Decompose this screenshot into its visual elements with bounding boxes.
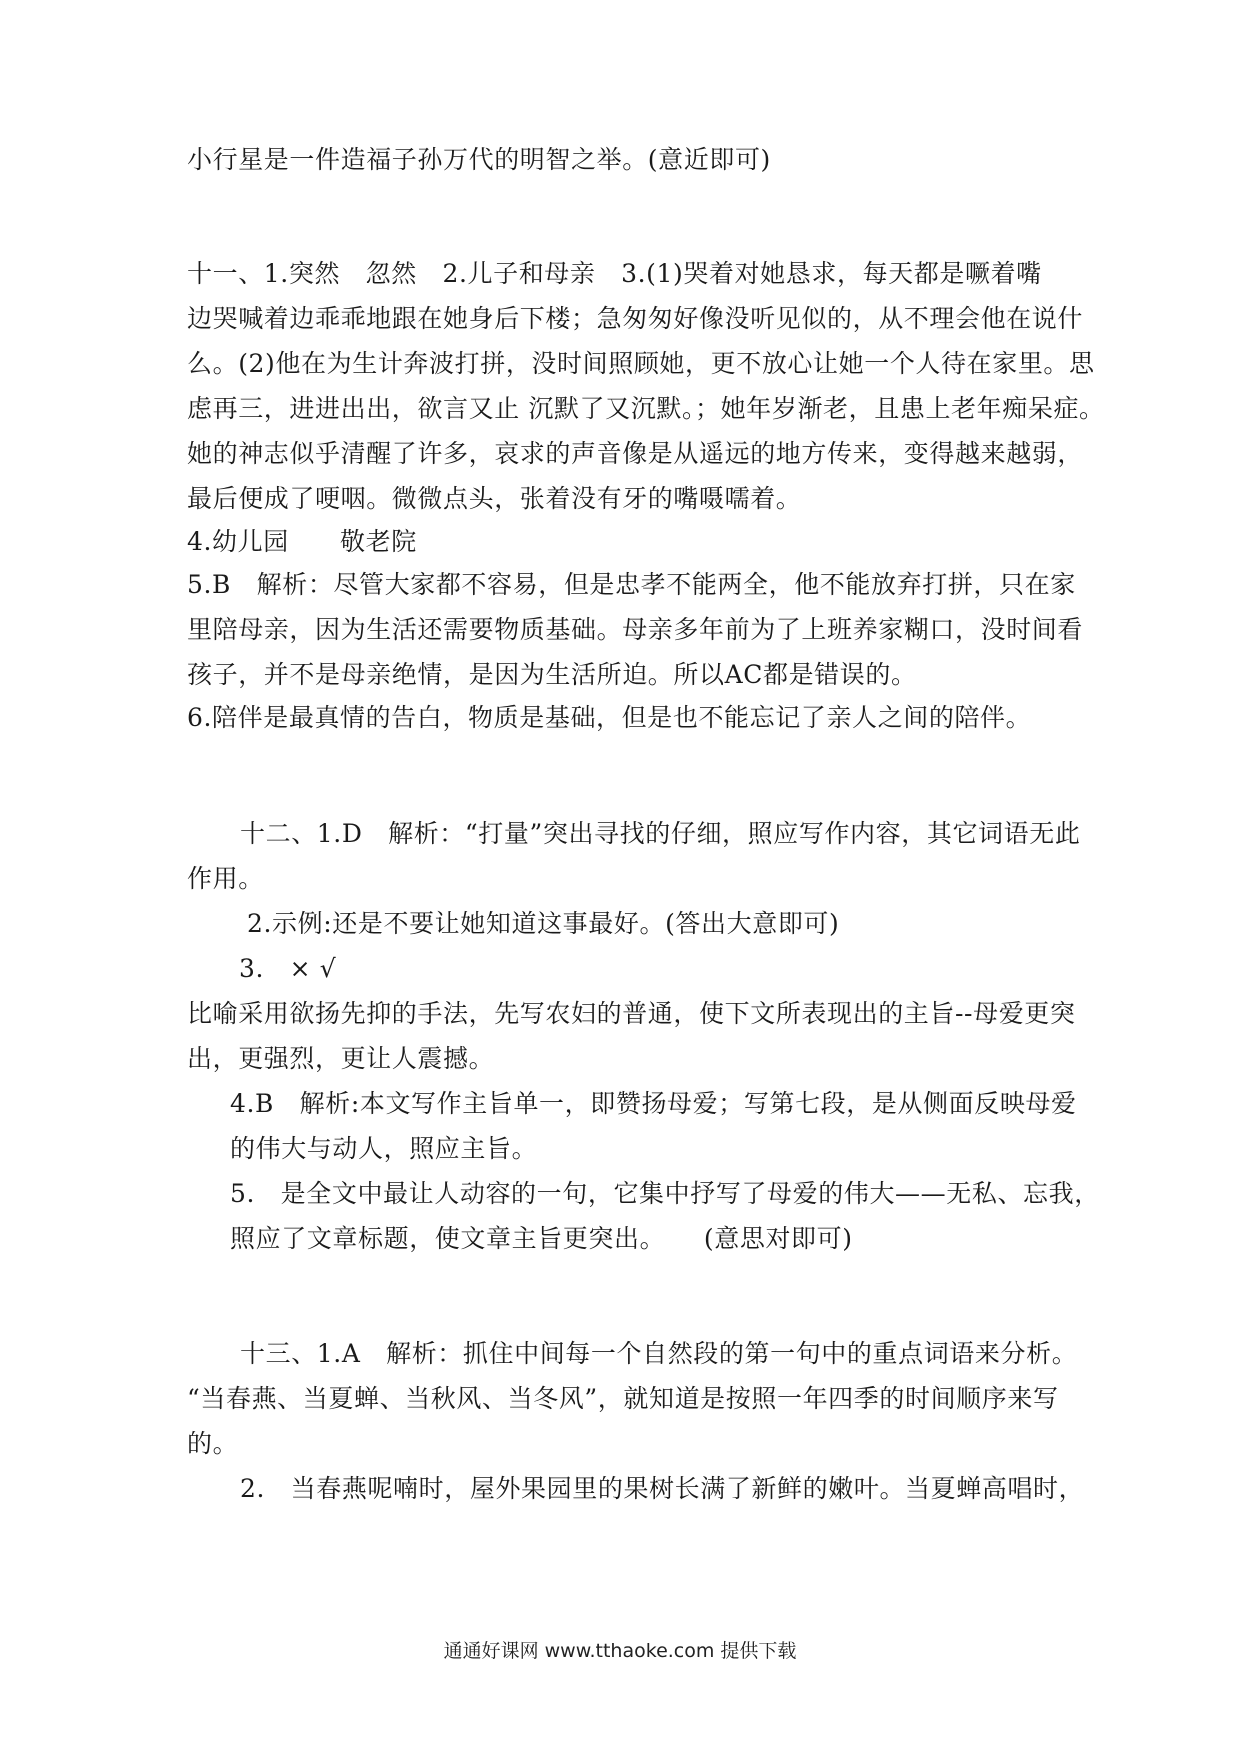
text-line: 里陪母亲，因为生活还需要物质基础。母亲多年前为了上班养家糊口，没时间看 <box>187 615 1084 644</box>
text-line: 十二、1.D 解析：“打量”突出寻找的仔细，照应写作内容，其它词语无此 <box>240 819 1081 848</box>
text-line: 照应了文章标题，使文章主旨更突出。 (意思对即可) <box>230 1224 853 1253</box>
text-line: 最后便成了哽咽。微微点头，张着没有牙的嘴嗫嚅着。 <box>187 484 802 513</box>
text-line: 2.示例:还是不要让她知道这事最好。(答出大意即可) <box>247 909 840 938</box>
text-line: 2. 当春燕呢喃时，屋外果园里的果树长满了新鲜的嫩叶。当夏蝉高唱时， <box>240 1474 1085 1503</box>
text-line: 十三、1.A 解析：抓住中间每一个自然段的第一句中的重点词语来分析。 <box>240 1339 1078 1368</box>
text-line: 的伟大与动人，照应主旨。 <box>230 1134 538 1163</box>
text-line: 作用。 <box>187 864 264 893</box>
text-line: 3. × √ <box>239 954 337 983</box>
text-line: 边哭喊着边乖乖地跟在她身后下楼；急匆匆好像没听见似的，从不理会他在说什 <box>187 304 1084 333</box>
text-line: 虑再三，进进出出，欲言又止 沉默了又沉默。；她年岁渐老，且患上老年痴呆症。 <box>187 394 1105 423</box>
footer-text: 通通好课网 www.tthaoke.com 提供下载 <box>443 1640 797 1662</box>
text-line: 4.幼儿园 敬老院 <box>187 527 417 556</box>
text-line: 十一、1.突然 忽然 2.儿子和母亲 3.(1)哭着对她恳求，每天都是噘着嘴 <box>187 259 1042 288</box>
text-line: 5.B 解析：尽管大家都不容易，但是忠孝不能两全，他不能放弃打拼，只在家 <box>187 570 1076 599</box>
text-line: 小行星是一件造福子孙万代的明智之举。(意近即可) <box>187 145 771 174</box>
text-line: 4.B 解析:本文写作主旨单一，即赞扬母爱；写第七段，是从侧面反映母爱 <box>230 1089 1077 1118</box>
text-line: 6.陪伴是最真情的告白，物质是基础，但是也不能忘记了亲人之间的陪伴。 <box>187 703 1032 732</box>
text-line: 5. 是全文中最让人动容的一句，它集中抒写了母爱的伟大——无私、忘我， <box>230 1179 1100 1208</box>
text-line: “当春燕、当夏蝉、当秋风、当冬风”，就知道是按照一年四季的时间顺序来写 <box>187 1384 1059 1413</box>
text-line: 出，更强烈，更让人震撼。 <box>187 1044 495 1073</box>
text-line: 的。 <box>187 1429 239 1458</box>
text-line: 她的神志似乎清醒了许多，哀求的声音像是从遥远的地方传来，变得越来越弱， <box>187 439 1084 468</box>
text-line: 孩子，并不是母亲绝情，是因为生活所迫。所以AC都是错误的。 <box>187 660 917 689</box>
text-line: 比喻采用欲扬先抑的手法，先写农妇的普通，使下文所表现出的主旨--母爱更突 <box>187 999 1076 1028</box>
text-line: 么。(2)他在为生计奔波打拼，没时间照顾她，更不放心让她一个人待在家里。思 <box>187 349 1095 378</box>
